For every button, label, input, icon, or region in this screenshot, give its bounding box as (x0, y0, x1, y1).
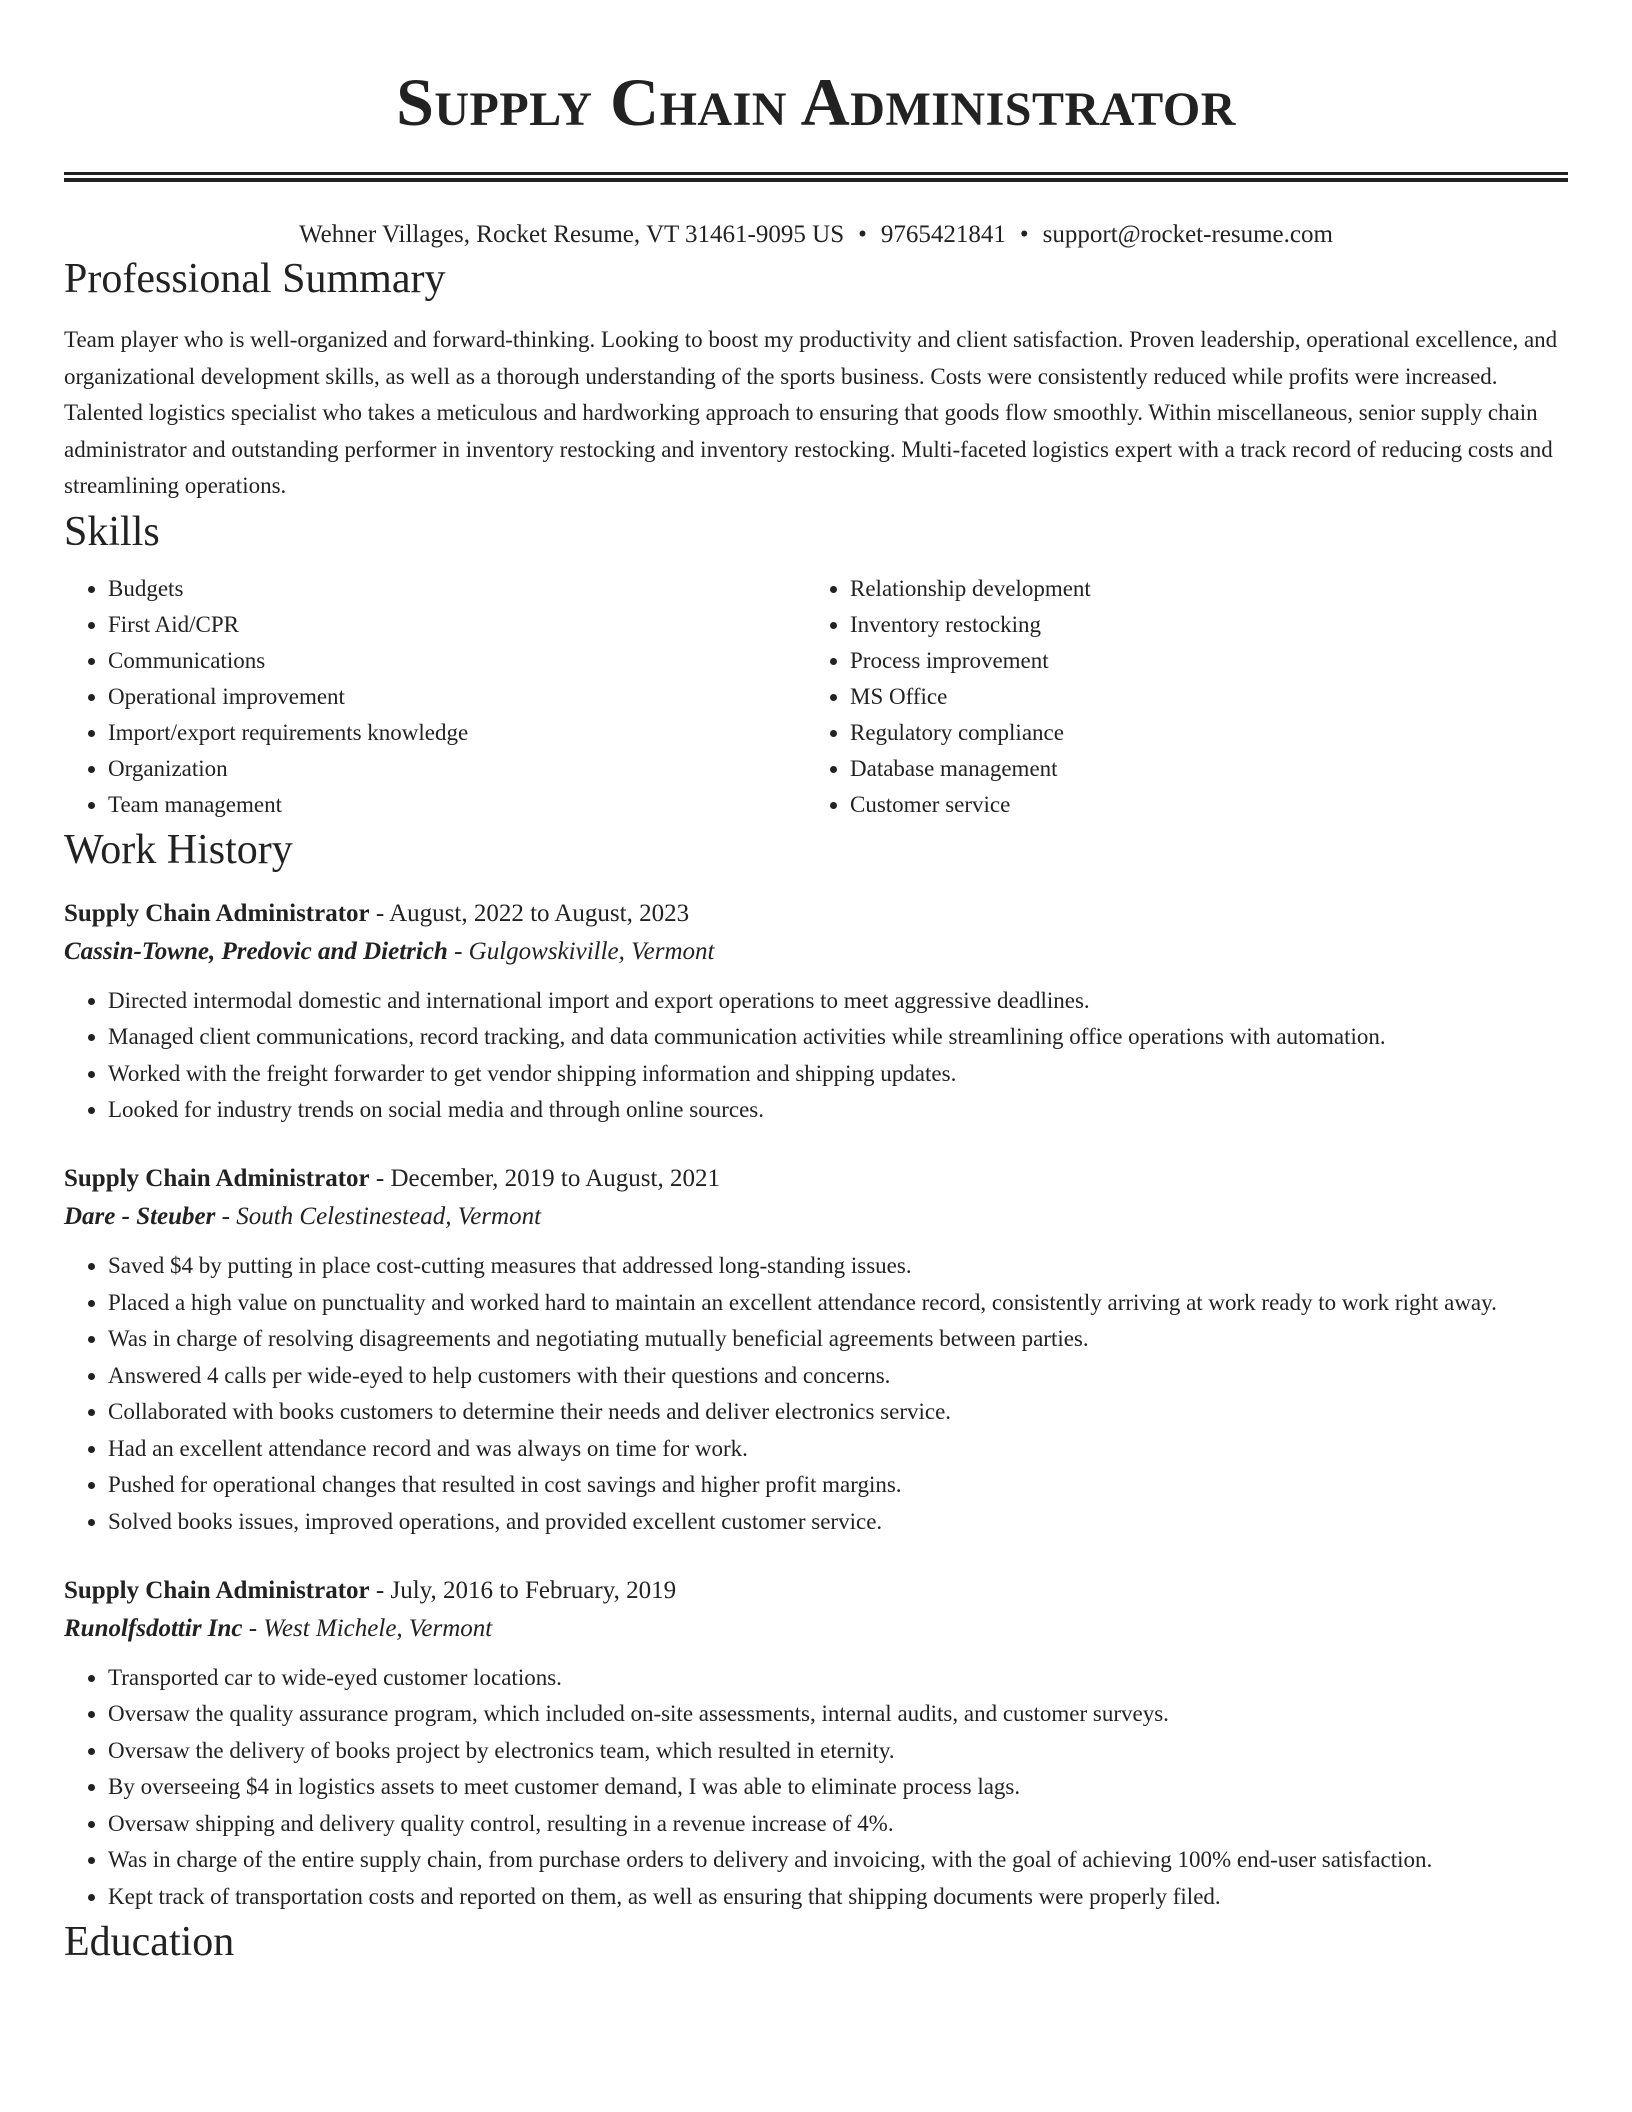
job-bullet: • Managed client communications, record tracking, and data communication activities while streamlining office operations with automation. (108, 1019, 1568, 1055)
job-entry (64, 1160, 1568, 1540)
job-bullet: • Was in charge of resolving disagreements and negotiating mutually beneficial agreements between parties. (108, 1321, 1568, 1357)
skill-item: • Database management (850, 751, 1548, 787)
work-history-heading: Work History (64, 826, 293, 873)
job-bullet: • Pushed for operational changes that resulted in cost savings and higher profit margins. (108, 1467, 1568, 1503)
job-company: Cassin-Towne, Predovic and Dietrich (64, 937, 448, 965)
job-bullet: • Transported car to wide-eyed customer locations. (108, 1660, 1568, 1696)
skill-item: • Import/export requirements knowledge (108, 715, 806, 751)
job-dates: - December, 2019 to August, 2021 (369, 1165, 720, 1192)
job-bullet: • Looked for industry trends on social media and through online sources. (108, 1092, 1568, 1128)
job-dates: - July, 2016 to February, 2019 (369, 1576, 677, 1604)
skill-item: • Regulatory compliance (850, 715, 1548, 751)
job-role: Supply Chain Administrator (64, 1165, 370, 1192)
job-bullet: • Answered 4 calls per wide-eyed to help customers with their questions and concerns. (108, 1358, 1568, 1394)
job-title-line (64, 895, 1568, 933)
job-bullet: • Was in charge of the entire supply chain, from purchase orders to delivery and invoicing, with the goal of achieving 100% end-user satisfaction. (108, 1842, 1568, 1878)
job-location: - South Celestinestead, Vermont (215, 1203, 542, 1230)
job-entry (64, 1572, 1568, 1915)
contact-phone: 9765421841 (880, 221, 1006, 248)
job-company: Dare - Steuber (64, 1203, 216, 1230)
skill-item: • MS Office (850, 679, 1548, 715)
skill-item: • Budgets (108, 571, 806, 607)
job-bullet: • Oversaw shipping and delivery quality control, resulting in a revenue increase of 4%. (108, 1806, 1568, 1842)
job-bullet: • Had an excellent attendance record and was always on time for work. (108, 1431, 1568, 1467)
skill-item: • Customer service (850, 787, 1548, 823)
job-bullet: • Kept track of transportation costs and reported on them, as well as ensuring that shipping documents were properly filed. (108, 1879, 1568, 1915)
job-title-line (64, 1160, 1568, 1198)
job-role: Supply Chain Administrator (64, 899, 370, 927)
education-heading: Education (64, 1919, 235, 1965)
job-company-line (64, 1198, 1568, 1236)
job-bullets (64, 1660, 1568, 1915)
job-company-line (64, 1610, 1568, 1648)
job-bullet: • Placed a high value on punctuality and worked hard to maintain an excellent attendance record, consistently arriving at work ready to work right away. (108, 1285, 1568, 1321)
skill-item: • First Aid/CPR (108, 607, 806, 643)
job-location: - Gulgowskiville, Vermont (447, 937, 715, 965)
contact-email: support@rocket-resume.com (1042, 221, 1333, 248)
skills-list-right (806, 571, 1548, 823)
contact-separator: • (858, 221, 867, 248)
job-company: Runolfsdottir Inc (64, 1614, 243, 1642)
job-company-line (64, 933, 1568, 971)
job-bullet: • Collaborated with books customers to determine their needs and deliver electronics service. (108, 1394, 1568, 1430)
skill-item: • Communications (108, 643, 806, 679)
job-bullet: • Oversaw the delivery of books project by electronics team, which resulted in eternity. (108, 1733, 1568, 1769)
contact-separator: • (1019, 221, 1029, 248)
skills-list-left (64, 571, 806, 823)
summary-text: Team player who is well-organized and forward-thinking. Looking to boost my productivity and client satisfaction. Proven leadership, operational excellence, and organizational development skills, as well as a thorough understanding of the sports business. Costs were consistently reduced while profits were increased. Talented logistics specialist who takes a meticulous and hardworking approach to ensuring that goods flow smoothly. Within miscellaneous, senior supply chain administrator and outstanding performer in inventory restocking and inventory restocking. Multi-faceted logistics expert with a track record of reducing costs and streamlining operations. (64, 327, 1558, 498)
job-bullet: • Worked with the freight forwarder to get vendor shipping information and shipping updates. (108, 1056, 1568, 1092)
skill-item: • Relationship development (850, 571, 1548, 607)
skill-item: • Organization (108, 751, 806, 787)
skill-item: • Operational improvement (108, 679, 806, 715)
job-bullet: • Directed intermodal domestic and international import and export operations to meet aggressive deadlines. (108, 983, 1568, 1019)
job-bullet: • Oversaw the quality assurance program, which included on-site assessments, internal audits, and customer surveys. (108, 1696, 1568, 1732)
title-divider (64, 172, 1568, 182)
contact-line (64, 218, 1568, 252)
skills-heading: Skills (64, 508, 160, 555)
summary-heading: Professional Summary (64, 256, 446, 302)
job-location: - West Michele, Vermont (242, 1614, 493, 1642)
job-title-line (64, 1572, 1568, 1610)
job-bullets (64, 1248, 1568, 1540)
skills-grid (64, 571, 1568, 823)
job-entry (64, 895, 1568, 1129)
skill-item: • Team management (108, 787, 806, 823)
job-bullet: • Solved books issues, improved operations, and provided excellent customer service. (108, 1504, 1568, 1540)
job-bullet: • By overseeing $4 in logistics assets to meet customer demand, I was able to eliminate process lags. (108, 1769, 1568, 1805)
resume-title: Supply Chain Administrator (396, 64, 1236, 140)
contact-address: Wehner Villages, Rocket Resume, VT 31461-9095 US (299, 221, 845, 248)
job-bullets (64, 983, 1568, 1129)
job-role: Supply Chain Administrator (64, 1576, 370, 1604)
job-bullet: • Saved $4 by putting in place cost-cutting measures that addressed long-standing issues. (108, 1248, 1568, 1284)
skill-item: • Process improvement (850, 643, 1548, 679)
resume-page (64, 0, 1568, 1969)
skill-item: • Inventory restocking (850, 607, 1548, 643)
job-dates: - August, 2022 to August, 2023 (369, 899, 690, 927)
